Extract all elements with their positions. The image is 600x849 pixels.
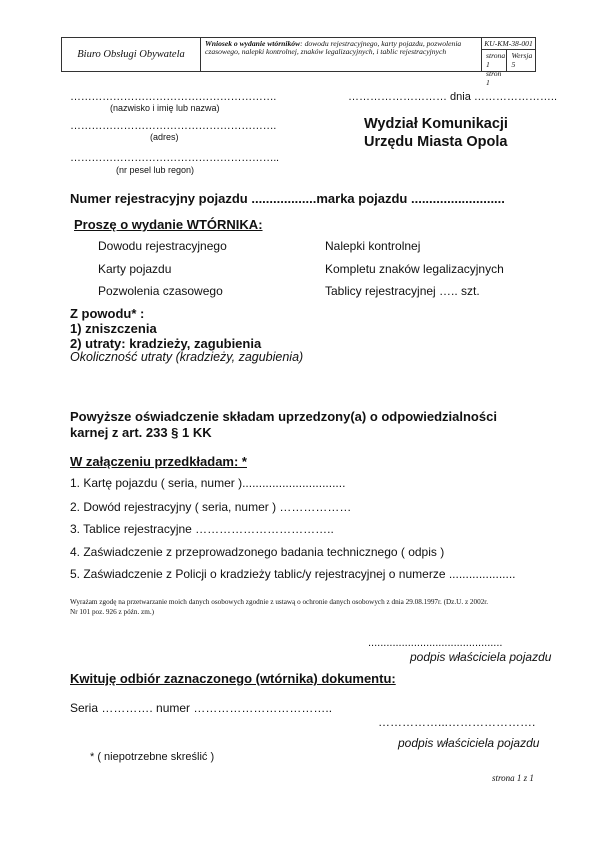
attachment-item-police-certificate[interactable]: 5. Zaświadczenie z Policji o kradzieży tablic/y rejestracyjnej o numerze ....................: [70, 567, 516, 581]
declaration-line-2: karnej z art. 233 § 1 KK: [70, 425, 212, 440]
recipient-line-2: Urzędu Miasta Opola: [364, 134, 508, 150]
receipt-signature-label: podpis właściciela pojazdu: [398, 736, 540, 750]
form-title: Wniosek o wydanie wtórników: [205, 39, 301, 48]
name-field[interactable]: ………………………………………………….: [70, 91, 277, 103]
page-number: strona 1: [486, 51, 506, 69]
name-field-label: (nazwisko i imię lub nazwa): [110, 103, 220, 113]
pesel-field[interactable]: …………………………………………………..: [70, 152, 279, 164]
receipt-heading: Kwituję odbiór zaznaczonego (wtórnika) dokumentu:: [70, 671, 396, 686]
data-consent-line-1: Wyrażam zgodę na przetwarzanie moich danych osobowych zgodnie z ustawą o ochronie danych osobowych z dnia 29.08.1997r. (Dz.U. z 2002r.: [70, 598, 489, 606]
owner-signature-field[interactable]: ............................................: [368, 637, 503, 649]
form-version: Wersja 5: [511, 51, 533, 69]
attachments-heading: W załączeniu przedkładam: *: [70, 454, 247, 469]
reason-heading: Z powodu* :: [70, 306, 145, 321]
place-date-field[interactable]: ……………………… dnia …………………..: [348, 91, 558, 103]
address-field-label: (adres): [150, 132, 179, 142]
attachment-item-license-plates[interactable]: 3. Tablice rejestracyjne ……………………………..: [70, 522, 334, 536]
declaration-line-1: Powyższe oświadczenie składam uprzedzony(a) o odpowiedzialności: [70, 409, 497, 424]
owner-signature-label: podpis właściciela pojazdu: [410, 650, 552, 664]
form-meta: [481, 38, 535, 87]
page-count-cell: [482, 49, 507, 87]
receipt-series-number-field[interactable]: Seria …………. numer ……………………………..: [70, 701, 333, 715]
loss-circumstances-label: Okoliczność utraty (kradzieży, zagubienia): [70, 350, 304, 364]
attachment-item-registration-certificate[interactable]: 2. Dowód rejestracyjny ( seria, numer ) ………………: [70, 500, 352, 514]
receipt-signature-field[interactable]: ……………...………………….: [378, 715, 536, 729]
attachment-item-technical-inspection[interactable]: 4. Zaświadczenie z przeprowadzonego badania technicznego ( odpis ): [70, 545, 445, 559]
request-heading: Proszę o wydanie WTÓRNIKA:: [74, 217, 263, 232]
request-option-registration-certificate[interactable]: Dowodu rejestracyjnego: [98, 239, 227, 253]
vehicle-registration-line[interactable]: Numer rejestracyjny pojazdu ..................marka pojazdu ..........................: [70, 191, 505, 206]
request-option-control-sticker[interactable]: Nalepki kontrolnej: [325, 239, 421, 253]
address-field[interactable]: ………………………………………………….: [70, 120, 277, 132]
form-code: KU-KM-38-001: [482, 38, 535, 50]
footnote: * ( niepotrzebne skreślić ): [90, 751, 215, 763]
pesel-field-label: (nr pesel lub regon): [116, 165, 195, 175]
attachment-item-vehicle-card[interactable]: 1. Kartę pojazdu ( seria, numer )...............................: [70, 476, 346, 490]
form-description: [201, 39, 481, 72]
document-header-table: [61, 37, 536, 87]
reason-option-damage[interactable]: 1) zniszczenia: [70, 321, 157, 336]
form-description-rest: : dowodu rejestracyjnego, karty pojazdu, pozwolenia czasowego, nalepki kontrolnej, znaków legalizacyjnych, i tablic rejestracyjnych: [205, 39, 462, 57]
data-consent-line-2: Nr 101 poz. 926 z późn. zm.): [70, 608, 155, 616]
request-option-vehicle-card[interactable]: Karty pojazdu: [98, 262, 172, 276]
request-option-temporary-permit[interactable]: Pozwolenia czasowego: [98, 284, 223, 298]
reason-option-loss[interactable]: 2) utraty: kradzieży, zagubienia: [70, 336, 262, 351]
request-option-license-plate[interactable]: Tablicy rejestracyjnej ….. szt.: [325, 284, 480, 298]
page-total: stron 1: [486, 69, 502, 87]
recipient-line-1: Wydział Komunikacji: [364, 116, 508, 132]
request-option-legalization-signs[interactable]: Kompletu znaków legalizacyjnych: [325, 262, 504, 276]
office-name: Biuro Obsługi Obywatela: [62, 38, 201, 71]
page-footer: strona 1 z 1: [492, 773, 534, 783]
